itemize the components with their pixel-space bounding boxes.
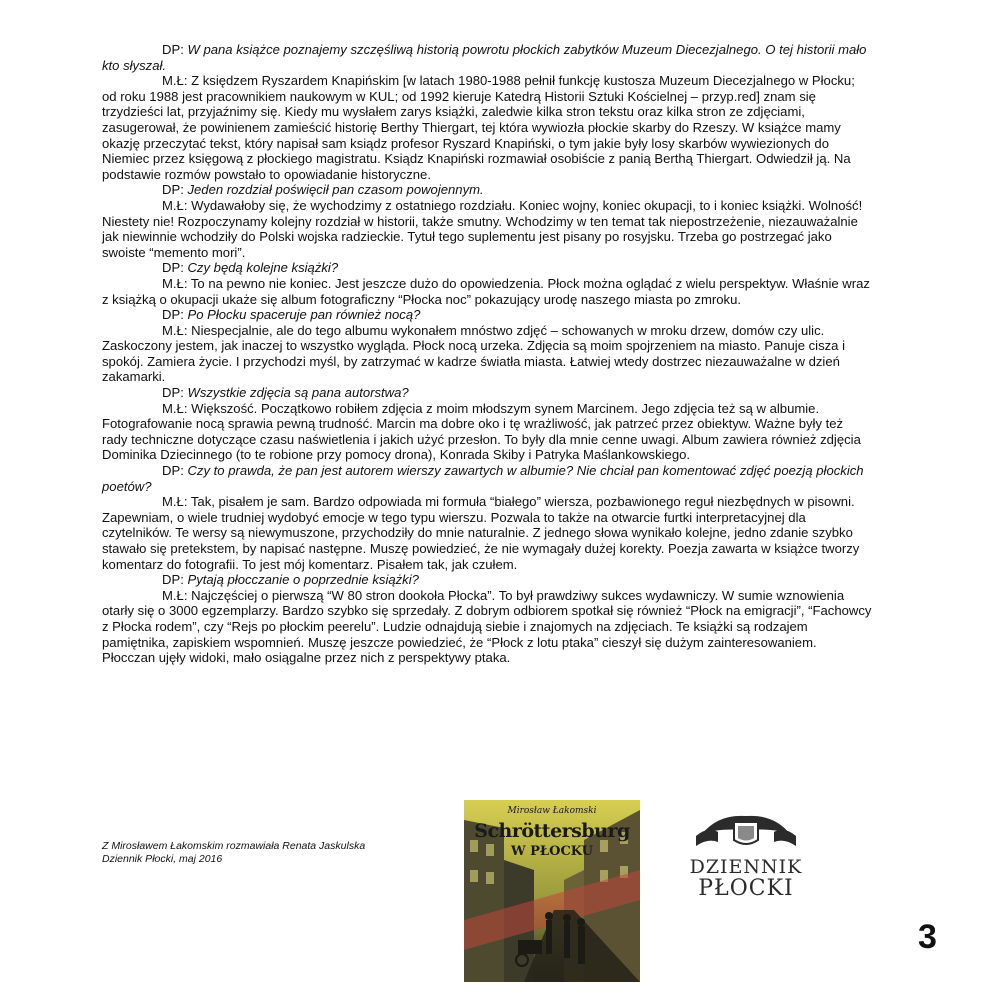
- book-title-line-1: Schröttersburg: [474, 820, 630, 842]
- interview-paragraph: [102, 401, 872, 463]
- question-text: Czy to prawda, że pan jest autorem wierszy zawartych w albumie? Nie chciał pan komentować zdjęć poezją płockich poetów?: [102, 463, 864, 494]
- answer-text: Niespecjalnie, ale do tego albumu wykonałem mnóstwo zdjęć – schowanych w mroku drzew, domów czy ulic. Zaskoczony jestem, jak inaczej to wszystko wygląda. Płock nocą urzeka. Zdjęcia są moim spojrzeniem na miasto. Panuje cisza i spokój. Zamiera życie. I przychodzi myśl, by zatrzymać w kadrze światła miasta. Łatwiej wtedy dostrzec niezauważalne w dzień zakamarki.: [102, 322, 846, 385]
- answer-text: Większość. Początkowo robiłem zdjęcia z moim młodszym synem Marcinem. Jego zdjęcia też są w albumie. Fotografowanie nocą sprawia pewną trudność. Marcin ma dobre oko i tę wrażliwość, jak patrzeć przez obiektyw. Ważne były też rady techniczne dotyczące czasu naświetlenia i jakich użyć przesłon. To były dla mnie cenne uwagi. Album zawiera również zdjęcia Dominika Dziecinnego (to te robione przy pomocy drona), Konrada Skiby i Patryka Maślankowskiego.: [102, 400, 861, 463]
- interview-paragraph: [102, 494, 872, 572]
- speaker-label: M.Ł:: [162, 275, 188, 291]
- interview-paragraph: [102, 73, 872, 182]
- book-title-line-2: W PŁOCKU: [511, 844, 593, 859]
- speaker-label: M.Ł:: [162, 587, 188, 603]
- speaker-label: DP:: [162, 182, 184, 198]
- question-text: Czy będą kolejne książki?: [187, 260, 339, 276]
- interview-paragraph: [102, 276, 872, 307]
- interview-paragraph: [102, 260, 872, 276]
- interview-paragraph: [102, 307, 872, 323]
- answer-text: Z księdzem Ryszardem Knapińskim [w latach 1980-1988 pełnił funkcję kustosza Muzeum Diecezjalnego w Płocku; od roku 1988 jest pracownikiem naukowym w KUL; od 1992 kieruje Katedrą Historii Sztuki Kościelnej – przyp.red] znam się trzydzieści lat, przyjaźnimy się. Kiedy mu wysłałem zarys książki, zaledwie kilka stron tekstu oraz kilka stron ze zdjęciami, zasugerował, że powinienem zamieścić historię Berthy Thiergart, tej która wywiozła płockie skarby do Rzeszy. W książce mamy okazję przeczytać tekst, który napisał sam ksiądz profesor Ryszard Knapiński, o tym jakie były losy skarbów wywiezionych do Niemiec przez księgową z płockiego magistratu. Ksiądz Knapiński rozmawiał osobiście z panią Berthą Thiergart. Odwiedził ją. Na podstawie rozmów powstało to opowiadanie historyczne.: [102, 73, 855, 182]
- speaker-label: M.Ł:: [162, 73, 188, 89]
- interview-paragraph: [102, 588, 872, 666]
- speaker-label: DP:: [162, 42, 184, 57]
- answer-text: Najczęściej o pierwszą “W 80 stron dookoła Płocka”. To był prawdziwy sukces wydawniczy. W sumie wznowienia otarły się o 3000 egzemplarzy. Bardzo szybko się sprzedały. Z dobrym odbiorem spotkał się również “Płock na emigracji”, “Fachowcy z Płocka rodem”, czy “Rejs po płockim peerelu”. Ludzie odnajdują siebie i znajomych na zdjęciach. Te książki są rodzajem pamiętnika, zapiskiem wspomnień. Muszę jeszcze powiedzieć, że “Płock z lotu ptaka” cieszył się dużym zainteresowaniem. Płocczan ujęły widoki, mało osiągalne przez nich z perspektywy ptaka.: [102, 587, 872, 666]
- question-text: Pytają płocczanie o poprzednie książki?: [187, 572, 419, 588]
- question-text: Po Płocku spaceruje pan również nocą?: [187, 307, 421, 323]
- speaker-label: M.Ł:: [162, 197, 188, 213]
- speaker-label: M.Ł:: [162, 322, 188, 338]
- answer-text: Wydawałoby się, że wychodzimy z ostatniego rozdziału. Koniec wojny, koniec okupacji, to i koniec książki. Wolność! Niestety nie! Rozpoczynamy kolejny rozdział w historii, także smutny. Wchodzimy w ten temat tak niepostrzeżenie, niezauważalnie jak niewinnie wchodziły do Polski wojska radzieckie. Tytuł tego suplementu jest pisany po rosyjsku. Trzeba go postrzegać jako swoiste “memento mori”.: [102, 197, 863, 260]
- page-number: 3: [918, 918, 937, 956]
- speaker-label: DP:: [162, 385, 184, 401]
- credits-line-1: Z Mirosławem Łakomskim rozmawiała Renata Jaskulska: [102, 840, 366, 852]
- speaker-label: M.Ł:: [162, 400, 188, 416]
- speaker-label: DP:: [162, 307, 184, 323]
- interview-paragraph: [102, 572, 872, 588]
- question-text: Wszystkie zdjęcia są pana autorstwa?: [187, 385, 409, 401]
- interview-text: [102, 42, 872, 666]
- crest-icon: [688, 808, 804, 852]
- speaker-label: DP:: [162, 463, 184, 479]
- interview-paragraph: [102, 385, 872, 401]
- interview-credits: [102, 840, 365, 866]
- answer-text: Tak, pisałem je sam. Bardzo odpowiada mi formuła “białego” wiersza, pozbawionego reguł niezbędnych w pisowni. Zapewniam, o wiele trudniej wydobyć emocje w tego typu wierszu. Pozwala to także na otwarcie furtki interpretacyjnej dla czytelników. Te wersy są niewymuszone, przychodziły do mnie naturalnie. Z jednego słowa wynikało kolejne, jedno zdanie szybko stawało się pretekstem, by napisać następne. Muszę powiedzieć, że nie wymagały dużej korekty. Poezja zawarta w książce tworzy komentarz do fotografii. To jest mój komentarz. Pisałem tak, jak czułem.: [102, 494, 860, 572]
- book-cover-image: [464, 800, 640, 982]
- logo-line-2: PŁOCKI: [698, 876, 794, 901]
- question-text: W pana książce poznajemy szczęśliwą historią powrotu płockich zabytków Muzeum Diecezjalnego. O tej historii mało kto słyszał.: [102, 42, 867, 73]
- speaker-label: DP:: [162, 260, 184, 276]
- interview-paragraph: [102, 42, 872, 73]
- book-author: Mirosław Łakomski: [507, 806, 597, 816]
- interview-paragraph: [102, 198, 872, 260]
- speaker-label: M.Ł:: [162, 494, 188, 510]
- interview-paragraph: [102, 323, 872, 385]
- speaker-label: DP:: [162, 572, 184, 588]
- question-text: Jeden rozdział poświęcił pan czasom powojennym.: [187, 182, 484, 198]
- credits-line-2: Dziennik Płocki, maj 2016: [102, 853, 223, 865]
- interview-paragraph: [102, 463, 872, 494]
- logo-line-1: DZIENNIK: [689, 856, 803, 878]
- interview-paragraph: [102, 182, 872, 198]
- answer-text: To na pewno nie koniec. Jest jeszcze dużo do opowiedzenia. Płock można oglądać z wielu perspektyw. Właśnie wraz z książką o okupacji ukaże się album fotograficzny “Płocka noc” pokazujący urodę naszego miasta po zmroku.: [102, 275, 870, 307]
- dziennik-plocki-logo: [688, 808, 804, 901]
